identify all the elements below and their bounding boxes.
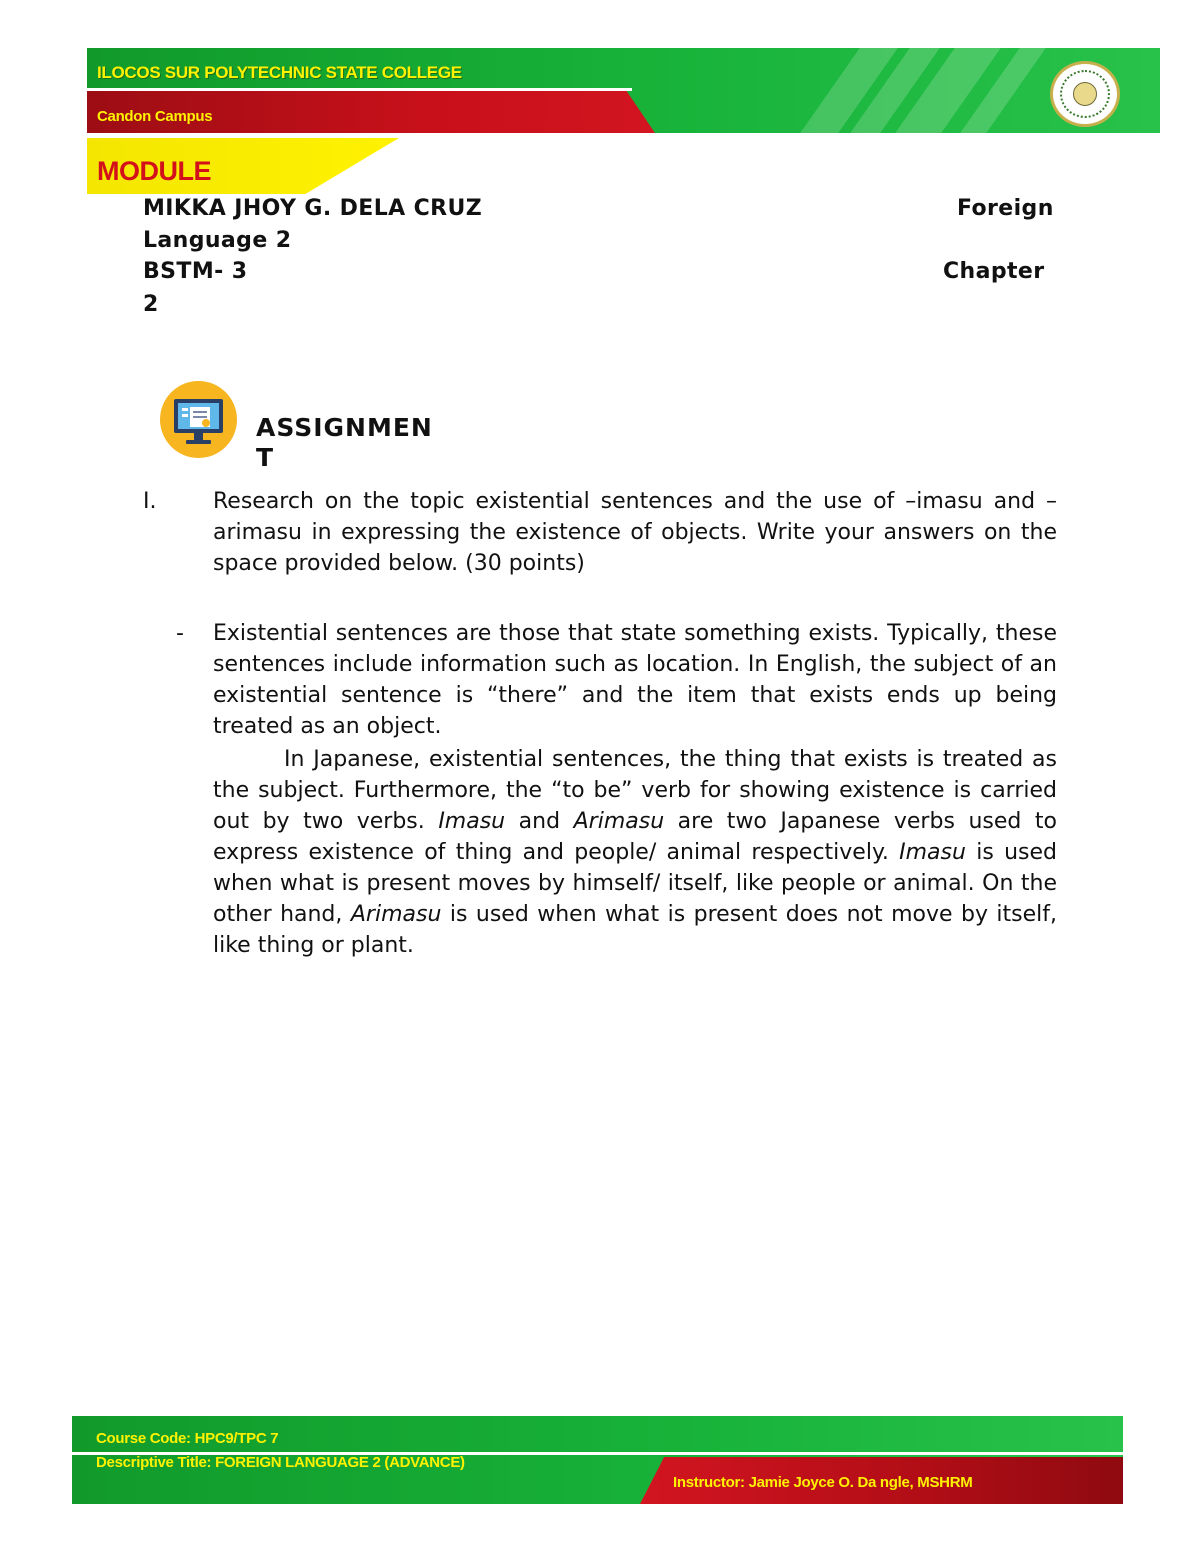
subject-label-part2: Language 2 [143,228,292,253]
assignment-heading [256,413,433,473]
answer-paragraph-2 [213,744,1057,961]
item-number: I. [143,489,157,514]
assignment-heading-line1: ASSIGNMEN [256,413,433,442]
answer-text: In Japanese, existential sentences, the thing that exists is treated as the subject. Furthermore, the “to be” verb for showing existence is carried out by two verbs. [213,747,1057,834]
campus-name: Candon Campus [97,108,213,125]
header-divider [87,88,632,91]
answer-paragraph-1: Existential sentences are those that state something exists. Typically, these sentences include information such as location. In English, the subject of an existential sentence is “there” and the item that exists ends up being treated as an object. [213,621,1057,739]
term-arimasu: Arimasu [350,902,442,927]
monitor-icon [160,381,237,458]
college-seal-center [1073,82,1097,106]
answer-text: is used when what is present moves by himself/ itself, like people or animal. On the other hand, [213,840,1057,927]
subject-label-part1: Foreign [957,196,1054,221]
instruction-text: Research on the topic existential sentences and the use of –imasu and – arimasu in expressing the existence of objects. Write your answers on the space provided below. (30 points) [213,489,1057,576]
term-arimasu: Arimasu [573,809,665,834]
section-label: BSTM- 3 [143,259,248,284]
answer-text: are two Japanese verbs used to express existence of thing and people/ animal respectively. [213,809,1057,865]
chapter-label-part1: Chapter [943,259,1045,284]
instructor-name: Instructor: Jamie Joyce O. Da ngle, MSHRM [673,1474,973,1491]
answer-text: is used when what is present does not move by itself, like thing or plant. [213,902,1057,958]
answer-text: and [505,809,574,834]
course-code: Course Code: HPC9/TPC 7 [96,1430,279,1447]
assignment-icon [160,381,237,458]
term-imasu: Imasu [438,809,506,834]
chapter-label-part2: 2 [143,292,159,317]
descriptive-title: Descriptive Title: FOREIGN LANGUAGE 2 (ADVANCE) [96,1454,465,1471]
answer-bullet: - [176,621,184,646]
student-name: MIKKA JHOY G. DELA CRUZ [143,196,483,221]
module-label: MODULE [97,156,211,186]
college-name: ILOCOS SUR POLYTECHNIC STATE COLLEGE [97,63,462,82]
assignment-heading-line2: T [256,443,275,472]
term-imasu: Imasu [899,840,966,865]
